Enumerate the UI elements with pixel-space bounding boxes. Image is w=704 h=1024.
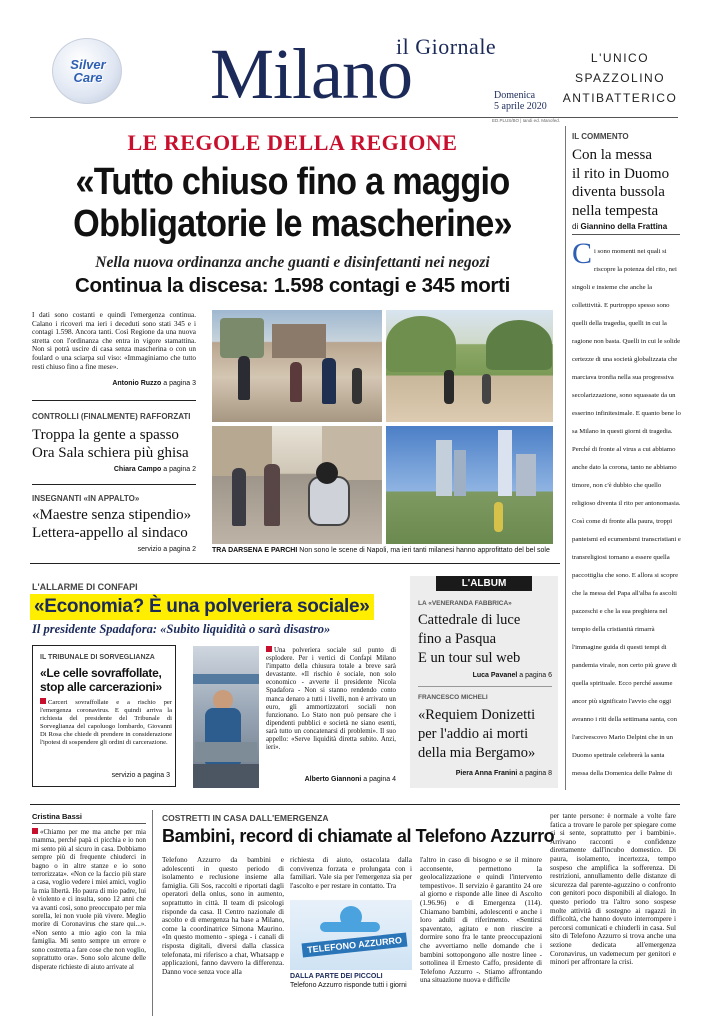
- tribunale-text: Carceri sovraffollate e a rischio per l'emergenza coronavirus. E quindi arriva la richiesta del presidente del Tribunale di Sorveglianza del capoluogo lombardo, Giovanni Di Rosa che chiede di prendere in considerazione l'ipotesi di sospendere gli ordini di carcerazione.: [40, 699, 172, 746]
- bottom-col4: per tante persone: è normale a volte fare fatica a trovare le parole per spiegare come ci si sente, soprattutto per i bambini». Arrivano racconti e confidenze direttamente dall'incubo domestico. Di paura, isolamento, incertezza, tempo sospeso che amplifica la sofferenza. Di restrizioni, annullamento delle distanze di sicurezza dal parente-aguzzino o confronto con genitori poco disponibili al dialogo. In questo periodo tra l'altro sono sospese molte attività di sostegno ai ragazzi in difficoltà, che hanno dovuto interrompere i percorsi comunicati e chiuderli in casa. Sul sito di Telefono Azzurro si trova anche una sezione dedicata all'emergenza Coronavirus, un vademecum per genitori e minori per affrontare la crisi.: [550, 812, 676, 967]
- headline-line: Ora Sala schiera più ghisa: [32, 445, 189, 461]
- bottom-col1: Telefono Azzurro da bambini e adolescenti in questo periodo di isolamento e reclusione insieme alla famiglia. Gli Sos, raccolti e riportati dagli operatori della onlus, sono in aumento, soprattutto in città. Il team di psicologi risponde da casa. Il Centro nazionale di ascolto e di emergenza ha base a Milano, come la coordinatrice Simona Maurino. «In questo momento - spiega - i canali di risposta digitali, diversi dalla classica telefonata, mi riferisco a chat, Whatsapp e applicazioni, fanno davvero la differenza. Danno voce senza voce alla: [162, 856, 284, 976]
- headline-line: Lettera-appello al sindaco: [32, 525, 188, 541]
- author-name: Giannino della Frattina: [580, 222, 668, 231]
- photo-caption: [212, 547, 557, 554]
- tribunale-byline[interactable]: servizio a pagina 3: [111, 772, 170, 779]
- headline-line: «Requiem Donizetti: [418, 707, 536, 723]
- album-headline2[interactable]: [418, 706, 535, 763]
- lead-headline-line1: «Tutto chiuso fino a maggio: [75, 161, 510, 203]
- edition-title: Milano: [210, 34, 412, 114]
- album-label: L'ALBUM: [436, 576, 532, 591]
- lead-subhead: Nella nuova ordinanza anche guanti e disinfettanti nei negozi: [95, 254, 490, 271]
- confapi-kicker: L'ALLARME DI CONFAPI: [32, 582, 138, 592]
- author-name: Piera Anna Franini: [455, 770, 518, 777]
- album-kicker2: FRANCESCO MICHELI: [418, 694, 488, 701]
- photo-factory-worker: [193, 646, 259, 788]
- story3-kicker: INSEGNANTI «IN APPALTO»: [32, 494, 140, 503]
- headline-line: Troppa la gente a spasso: [32, 427, 179, 443]
- photo-street-scooter: [212, 426, 382, 544]
- headline-line: della mia Bergamo»: [418, 745, 536, 761]
- tribunale-box: [32, 645, 176, 787]
- author-prefix: di: [572, 222, 579, 231]
- album-headline1[interactable]: [418, 611, 520, 668]
- bottom-kicker: COSTRETTI IN CASA DALL'EMERGENZA: [162, 813, 329, 823]
- photo-skyline-park: [386, 426, 553, 544]
- album-byline1[interactable]: [418, 672, 552, 679]
- ad-line: L'UNICO: [590, 51, 650, 65]
- confapi-headline[interactable]: «Economia? È una polveriera sociale»: [30, 594, 374, 620]
- headline-line: per l'addio ai morti: [418, 726, 529, 742]
- confapi-body: [266, 646, 396, 768]
- headline-line: E un tour sul web: [418, 650, 521, 666]
- confapi-subhead: Il presidente Spadafora: «Subito liquidità o sarà disastro»: [32, 622, 331, 636]
- issue-date: 5 aprile 2020: [494, 101, 547, 112]
- left-author: Cristina Bassi: [32, 812, 83, 821]
- author-name: Luca Pavanel: [472, 672, 518, 679]
- bottom-headline[interactable]: Bambini, record di chiamate al Telefono Azzurro: [162, 826, 555, 846]
- lead-headline-line2: Obbligatorie le mascherine»: [73, 203, 512, 245]
- author-name: Chiara Campo: [113, 466, 162, 473]
- album-box: [410, 576, 558, 788]
- album-kicker1: LA «VENERANDA FABBRICA»: [418, 600, 512, 607]
- newspaper-name: il Giornale: [396, 34, 497, 59]
- lead-kicker: LE REGOLE DELLA REGIONE: [127, 130, 458, 155]
- story2-kicker: CONTROLLI (FINALMENTE) RAFFORZATI: [32, 412, 191, 421]
- silver-care-logo: [52, 38, 122, 104]
- headline-line: fino a Pasqua: [418, 631, 497, 647]
- lead-second-headline: Continua la discesa: 1.598 contagi e 345 morti: [74, 274, 511, 297]
- page-ref: servizio a pagina 2: [137, 546, 196, 553]
- confapi-text: Una polveriera sociale sul punto di esplodere. Per i vertici di Confapi Milano l'impatto della chiusura totale a breve sarà devastante. «Il rischio è sociale, non solo economico - avverte il presidente Nicola Spadafora - Non si stanno rendendo conto manca denaro a tutti i livelli, non è arrivato un euro, gli ammortizzatori sociali non funzionano. Lo Stato non può pensare che i dipendenti pubblici e società ne siano esenti, sarà tutto un concatenarsi di problemi». Il suo appello: «Serve liquidità diretta subito. Anzi, ieri».: [266, 647, 396, 752]
- commento-text: i sono momenti nei quali si riscopre la potenza del rito, nei singoli e insieme che anche la collettività. E purtroppo spesso sono quelli della tragedia, quelli in cui la ragione non basta. Quelli in cui le solide certezze di una società globalizzata che marciava tronfia nella sua progressiva secolarizzazione, sono squassate da un esserino infinitesimale. E quanto bene lo sa Milano in questi giorni di tragedia. Perché di fronte al virus a cui abbiamo anche dato la corona, tanto ne abbiamo timore, non c'è dubbio che quello religioso diventa il rito per antonomasia. Così come di fronte alla paura, troppi panteismi ed ecumenismi transcristiani e transreligiosi tornano a essere quella paccottiglia che sono. E allora si scopre che la messa del Papa all'alba fa ascolti pazzeschi e che la sua preghiera nel tempio della cristianità rimarrà l'immagine guida di questi tempi di pandemia virale, non certo più grave di quella spirituale. Ecco perché assume ancor più significato l'avvio che oggi avranno i riti della settimana santa, con l'arcivescovo Mario Delpini che in un Duomo spettrale celebrerà la santa messa della Domenica delle Palme di: [572, 248, 681, 777]
- tribunale-kicker: IL TRIBUNALE DI SORVEGLIANZA: [40, 654, 155, 661]
- brand-logo-text: Silver Care: [70, 57, 106, 85]
- headline-line: diventa bussola: [572, 184, 665, 200]
- story3-byline[interactable]: [32, 546, 196, 553]
- dropcap: C: [572, 240, 593, 270]
- headline-line: «Maestre senza stipendio»: [32, 507, 192, 523]
- album-byline2[interactable]: [418, 770, 552, 777]
- caption-text: Non sono le scene di Napoli, ma ieri tanti milanesi hanno approfittato del bel sole: [299, 547, 550, 554]
- confapi-byline[interactable]: [266, 776, 396, 783]
- page-ref: a pagina 2: [163, 466, 196, 473]
- story2-headline[interactable]: [32, 426, 189, 462]
- page-ref: a pagina 6: [519, 672, 552, 679]
- story2-byline[interactable]: [32, 466, 196, 473]
- caption-bold: TRA DARSENA E PARCHI: [212, 547, 298, 554]
- masthead: [0, 0, 704, 118]
- headline-line: il rito in Duomo: [572, 165, 670, 182]
- bottom-col2: richiesta di aiuto, ostacolata dalla convivenza forzata e prolungata con i familiari. Vale sia per l'emergenza sia per l'ascolto e per restare in contatto. Tra: [290, 856, 412, 890]
- tribunale-headline[interactable]: «Le celle sovraffollate, stop alle carcerazioni»: [40, 666, 162, 694]
- lead-byline[interactable]: [32, 380, 196, 387]
- photo-park-path: [386, 310, 553, 422]
- headline-line: nella tempesta: [572, 202, 659, 219]
- telefono-azzurro-logo: TELEFONO AZZURRO: [302, 933, 408, 958]
- headline-line: Cattedrale di luce: [418, 612, 521, 628]
- left-text: «Chiamo per me ma anche per mia mamma, perché papà ci picchia e io non mi sento più al sicuro in casa. Dobbiamo sempre più di frequente chiuderci in bagno o in altre stanze e io sono terrorizzata». «Non ce la faccio più stare a casa, voglio vedere i miei amici, voglio la mia libertà. Ho paura di mio padre, lui è violento e ci insulta, sono 12 anni che va avanti così, sono preoccupato per mia sorella, lei non vuole più vivere. Meglio morire di Coronavirus che stare qui...». «Non sento a mio agio con la mia famiglia. Mi sento sempre un errore e sono costretta a fare cose che non voglio, soprattutto ora». Sono solo alcune delle disperate richieste di aiuto arrivate al: [32, 829, 146, 971]
- author-name: Antonio Ruzzo: [112, 380, 162, 387]
- photo-darsena-walkers: [212, 310, 382, 422]
- ad-line: SPAZZOLINO: [574, 71, 666, 85]
- photo-caption-text: Telefono Azzurro risponde tutti i giorni: [290, 982, 407, 989]
- headline-line: Con la messa: [572, 147, 652, 163]
- story3-headline[interactable]: [32, 506, 191, 542]
- bottom-col3: l'altro in caso di bisogno e se il minore acconsente, permettono la geolocalizzazione e quindi l'intervento tempestivo». Il servizio è garantito 24 ore al giorno e risponde alle linee di Ascolto (1.96.96) e di Emergenza (114). Chiamano bambini, adolescenti e anche i loro adulti di riferimento. «Sentirsi spaventato, agitato e non riuscire a dormire sono fra le tante preoccupazioni che avvertiamo nelle domande che i bambini sottopongono alle nostre linee - sottolinea il Ernesto Caffo, presidente di Telefono Azzurro -. Stiamo affrontando una situazione nuova e difficile: [420, 856, 542, 985]
- masthead-rule: [30, 117, 678, 118]
- page-ref: a pagina 4: [363, 776, 396, 783]
- left-body: [32, 828, 146, 1016]
- small-print: ED.PLUS/BO | Iandi ed. Manofed.: [492, 118, 560, 123]
- ad-line: ANTIBATTERICO: [562, 91, 678, 105]
- tribunale-body: [40, 698, 172, 766]
- issue-day: Domenica: [494, 90, 536, 101]
- page-ref: a pagina 8: [519, 770, 552, 777]
- commento-author: [572, 222, 667, 231]
- lead-body: I dati sono costanti e quindi l'emergenza continua. Calano i ricoveri ma ieri i deceduti sono stati 345 e i contagi 1.598. Ancora tanti. Così Regione da una nuova stretta con l'ordinanza che entra in vigore stamattina. Non si potrà uscire di casa senza mascherina o con un foulard o una sciarpa sul viso: «Immaginiamo che tutto resti chiuso fino a fine mese».: [32, 311, 196, 371]
- photo-telefono-azzurro: [290, 900, 412, 970]
- photo-caption-bold: DALLA PARTE DEI PICCOLI: [290, 973, 383, 980]
- page-ref: a pagina 3: [163, 380, 196, 387]
- commento-headline[interactable]: [572, 146, 669, 220]
- author-name: Alberto Giannoni: [304, 776, 362, 783]
- ad-slogan: [560, 48, 680, 108]
- commento-kicker: IL COMMENTO: [572, 132, 629, 141]
- commento-body: [572, 240, 681, 788]
